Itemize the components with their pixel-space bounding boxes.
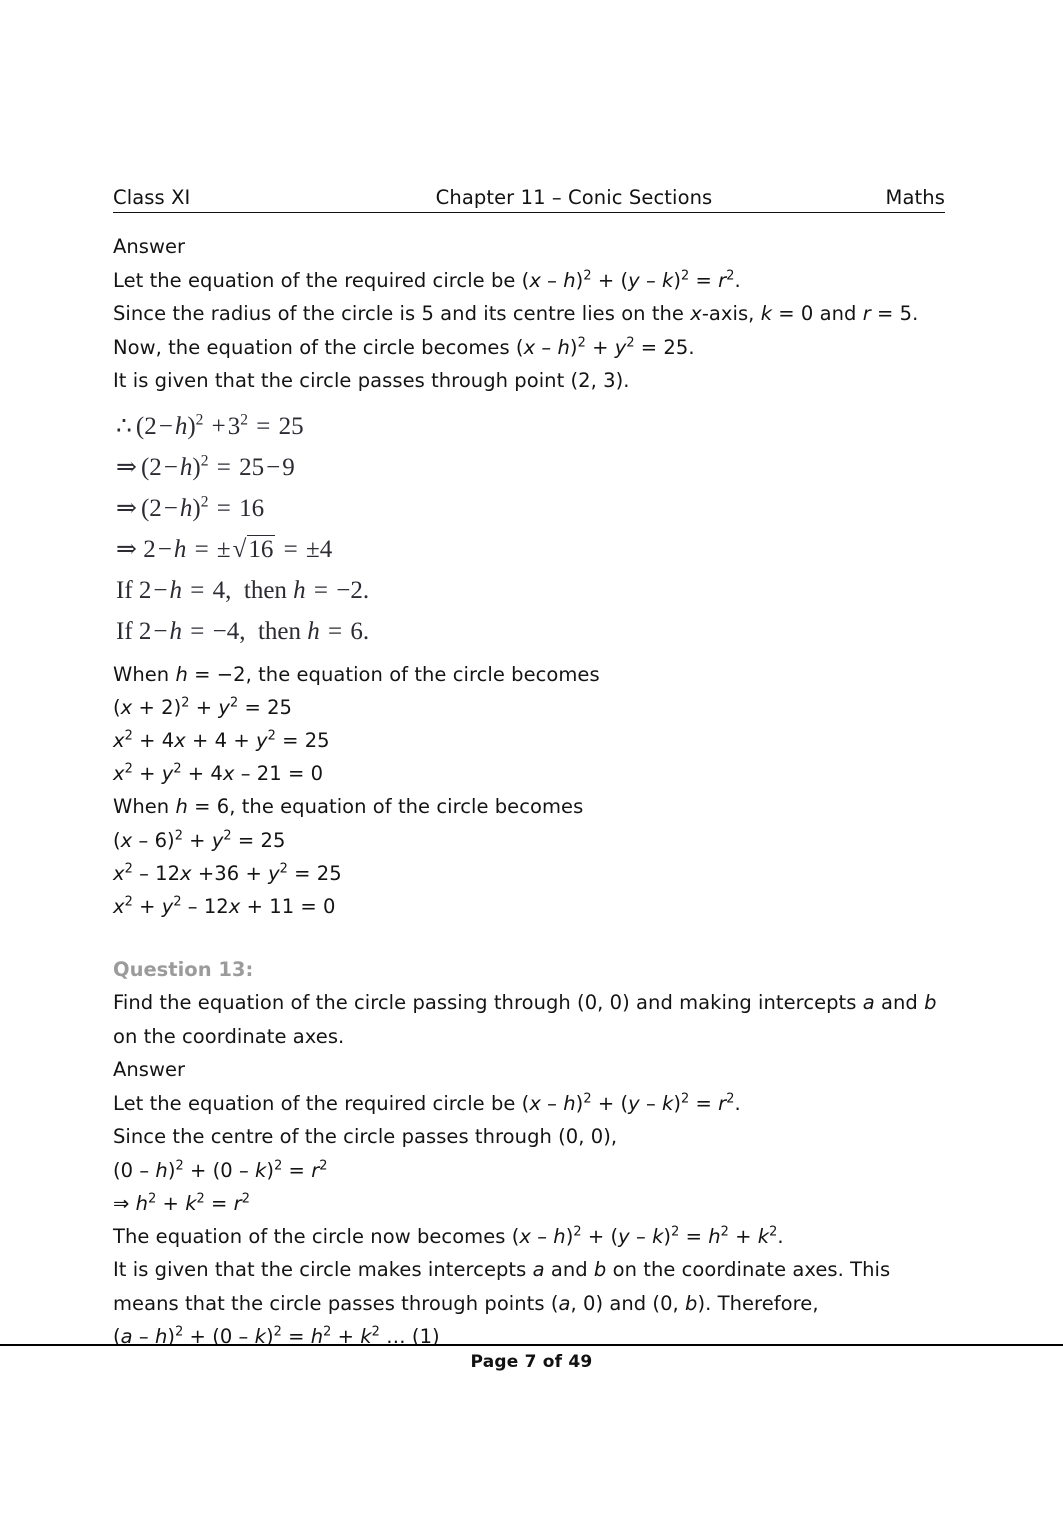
math-equation-6: If 2−h = −4, then h = 6. <box>116 617 370 645</box>
body-line-equation-1: $(a - h)^2 + (0 - k)^2 = h^2 + k^2$ … (1) <box>113 1324 440 1348</box>
body-line-expanded-4: $(x - 6)^2 + y^2 = 25$ <box>113 828 286 852</box>
header-chapter-title: Chapter 11 – Conic Sections <box>435 186 713 209</box>
question-13-heading: Question 13: <box>113 957 254 981</box>
body-line-h2-k2-r2: ⇒ $h^2 + k^2 = r^2$ <box>113 1191 250 1215</box>
body-line-expanded-6: $x^2 + y^2 - 12x + 11 = 0$ <box>113 894 336 918</box>
header-divider-rule <box>113 212 945 213</box>
body-line-origin-substitution: $(0 - h)^2 + (0 - k)^2 = r^2$ <box>113 1158 328 1182</box>
body-line-radius-condition: Since the radius of the circle is 5 and its centre lies on the x-axis, k = 0 and r = 5. <box>113 302 919 325</box>
math-equation-2: ⇒ $(2-h)^2 = 25-9$ <box>116 452 295 481</box>
body-line-circle-now-becomes: The equation of the circle now becomes $(x - h)^2 + (y - k)^2 = h^2 + k^2$. <box>113 1224 784 1248</box>
body-line-let-equation-2: Let the equation of the required circle be $(x - h)^2 + (y - k)^2 = r^2$. <box>113 1091 741 1115</box>
answer-label-2: Answer <box>113 1058 186 1081</box>
math-equation-1: ∴ $(2-h)^2 +3^2 = 25$ <box>116 411 304 440</box>
body-line-expanded-3: $x^2 + y^2 + 4x - 21 = 0$ <box>113 761 324 785</box>
answer-label-1: Answer <box>113 235 186 258</box>
section-spacer <box>113 923 948 953</box>
body-line-expanded-5: $x^2 - 12x +36 + y^2 = 25$ <box>113 861 342 885</box>
body-line-intercepts-explanation: It is given that the circle makes intercepts a and b on the coordinate axes. This means that the circle passes through points (a, 0) and (0, b). Therefore, <box>113 1258 891 1315</box>
body-line-passes-through-point: It is given that the circle passes through point (2, 3). <box>113 369 630 392</box>
question-13-text: Find the equation of the circle passing through (0, 0) and making intercepts a and b on the coordinate axes. <box>113 991 937 1048</box>
page-content <box>113 230 948 1353</box>
math-derivation-block <box>113 406 948 652</box>
body-line-centre-origin: Since the centre of the circle passes through (0, 0), <box>113 1125 618 1148</box>
body-line-expanded-2: $x^2 + 4x + 4 + y^2 = 25$ <box>113 728 330 752</box>
body-line-when-h-negative-two: When h = −2, the equation of the circle becomes <box>113 662 600 686</box>
body-line-when-h-six: When h = 6, the equation of the circle becomes <box>113 795 584 818</box>
math-equation-3: ⇒ $(2-h)^2 = 16$ <box>116 493 265 522</box>
math-equation-5: If 2−h = 4, then h = −2. <box>116 576 370 604</box>
body-line-let-equation-1: Let the equation of the required circle be $(x - h)^2 + (y - k)^2 = r^2$. <box>113 268 741 292</box>
math-equation-4: ⇒ 2−h = ±√16 = ±4 <box>116 535 333 563</box>
footer-page-number: Page 7 of 49 <box>470 1352 593 1372</box>
page-header <box>113 186 945 209</box>
body-line-circle-becomes-1: Now, the equation of the circle becomes $(x - h)^2 + y^2 = 25$. <box>113 335 695 359</box>
body-line-expanded-1: $(x + 2)^2 + y^2 = 25$ <box>113 695 293 719</box>
header-class-label: Class XI <box>113 186 191 209</box>
header-subject-label: Maths <box>885 186 945 209</box>
footer-divider-rule <box>0 1344 1063 1346</box>
